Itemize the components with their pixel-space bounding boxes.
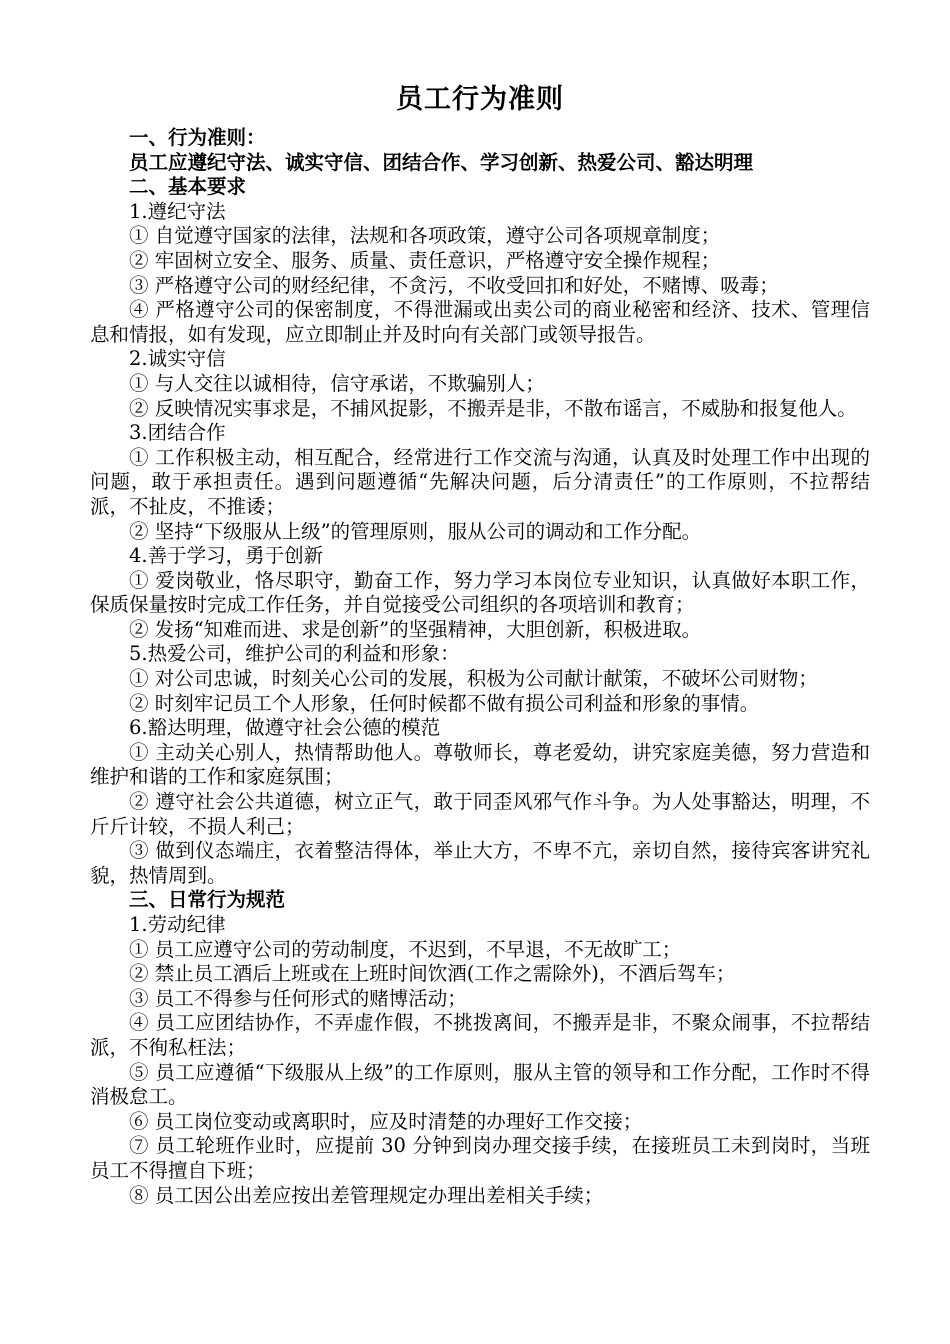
paragraph: ① 与人交往以诚相待，信守承诺，不欺骗别人； [129, 371, 545, 395]
section-heading: 二、基本要求 [129, 175, 247, 199]
paragraph: ⑤ 员工应遵循“下级服从上级”的工作原则，服从主管的领导和工作分配，工作时不得消极怠工。 [90, 1060, 870, 1109]
paragraph: 5.热爱公司，维护公司的利益和形象： [129, 642, 460, 666]
section-heading: 员工应遵纪守法、诚实守信、团结合作、学习创新、热爱公司、豁达明理 [129, 150, 754, 174]
paragraph: 4.善于学习，勇于创新 [129, 544, 324, 568]
document-title: 员工行为准则 [396, 84, 564, 115]
paragraph: ② 遵守社会公共道德，树立正气，敢于同歪风邪气作斗争。为人处事豁达，明理，不斤斤计较，不损人利己； [90, 790, 870, 838]
paragraph: ② 禁止员工酒后上班或在上班时间饮酒(工作之需除外)，不酒后驾车； [129, 962, 736, 986]
paragraph: ③ 做到仪态端庄，衣着整洁得体，举止大方，不卑不亢，亲切自然，接待宾客讲究礼貌，热情周到。 [90, 839, 870, 887]
paragraph: ② 牢固树立安全、服务、质量、责任意识，严格遵守安全操作规程； [129, 248, 721, 272]
paragraph: ① 员工应遵守公司的劳动制度，不迟到，不早退，不无故旷工； [129, 937, 682, 961]
paragraph: ③ 严格遵守公司的财经纪律，不贪污，不收受回扣和好处，不赌博、吸毒； [129, 273, 779, 297]
paragraph: ④ 员工应团结协作，不弄虚作假，不挑拨离间，不搬弄是非，不聚众闹事，不拉帮结派，不徇私枉法； [90, 1011, 870, 1059]
paragraph: ① 对公司忠诚，时刻关心公司的发展，积极为公司献计献策，不破坏公司财物； [129, 667, 818, 691]
paragraph: ① 工作积极主动，相互配合，经常进行工作交流与沟通，认真及时处理工作中出现的问题，敢于承担责任。遇到问题遵循“先解决问题，后分清责任”的工作原则，不拉帮结派，不扯皮，不推诿； [90, 445, 870, 518]
paragraph: ④ 严格遵守公司的保密制度，不得泄漏或出卖公司的商业秘密和经济、技术、管理信息和情报，如有发现，应立即制止并及时向有关部门或领导报告。 [90, 298, 870, 346]
paragraph: ⑥ 员工岗位变动或离职时，应及时清楚的办理好工作交接； [129, 1109, 643, 1133]
section-heading: 三、日常行为规范 [129, 888, 286, 912]
paragraph: ③ 员工不得参与任何形式的赌博活动； [129, 986, 467, 1010]
paragraph: 2.诚实守信 [129, 347, 226, 371]
paragraph: ② 坚持“下级服从上级”的管理原则，服从公司的调动和工作分配。 [129, 519, 702, 543]
document-body [90, 126, 870, 1208]
section-heading: 一、行为准则： [129, 126, 266, 149]
paragraph: 3.团结合作 [129, 421, 226, 445]
paragraph: ⑧ 员工因公出差应按出差管理规定办理出差相关手续； [129, 1183, 604, 1207]
paragraph: ② 时刻牢记员工个人形象，任何时候都不做有损公司利益和形象的事情。 [129, 691, 760, 715]
paragraph: ① 主动关心别人，热情帮助他人。尊敬师长，尊老爱幼，讲究家庭美德，努力营造和维护和谐的工作和家庭氛围； [90, 740, 870, 789]
paragraph: ⑦ 员工轮班作业时，应提前 30 分钟到岗办理交接手续，在接班员工未到岗时，当班员工不得擅自下班； [90, 1134, 870, 1182]
paragraph: ① 自觉遵守国家的法律，法规和各项政策，遵守公司各项规章制度； [129, 224, 721, 248]
paragraph: 1.遵纪守法 [129, 199, 226, 223]
paragraph: ② 发扬“知难而进、求是创新”的坚强精神，大胆创新，积极进取。 [129, 617, 702, 641]
paragraph: 6.豁达明理，做遵守社会公德的模范 [129, 716, 441, 740]
paragraph: 1.劳动纪律 [129, 913, 226, 936]
paragraph: ① 爱岗敬业，恪尽职守，勤奋工作，努力学习本岗位专业知识，认真做好本职工作，保质保量按时完成工作任务，并自觉接受公司组织的各项培训和教育； [90, 568, 870, 617]
document-page [90, 80, 870, 1208]
paragraph: ② 反映情况实事求是，不捕风捉影，不搬弄是非，不散布谣言，不威胁和报复他人。 [129, 396, 857, 420]
